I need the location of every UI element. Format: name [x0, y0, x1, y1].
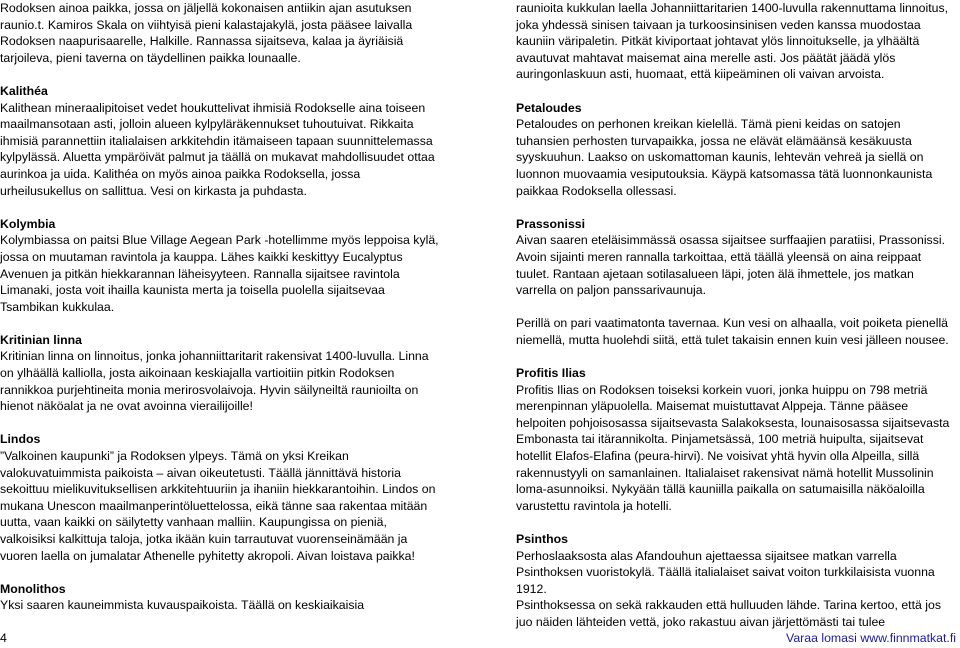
- lindos-section: [0, 431, 440, 564]
- footer-link[interactable]: Varaa lomasi www.finnmatkat.fi: [786, 631, 956, 645]
- left-column: [0, 0, 440, 631]
- petaloudes-heading: Petaloudes: [516, 100, 582, 115]
- lindos-heading: Lindos: [0, 432, 41, 447]
- lindos-text: ”Valkoinen kaupunki” ja Rodoksen ylpeys. Tämä on yksi Kreikan valokuvatuimmista paikoista – aivan oikeutetusti. Täällä jännittävä historia sekoittuu mielikuvituksellisen arkkitehtuuriin ja ihaniin hiekkarantoihin. Lindos on mukana Unescon maailmanperintöluettelossa, eikä tänne saa rakentaa mitään uutta, vaan kaikki on säilytetty vanhaan malliin. Kaupungissa on pieniä, valkoisiksi kalkittuja taloja, jotka ikään kuin tarrautuvat vuorenseinämään ja vuoren laella on jumalatar Athenelle pyhitetty akropoli. Aivan loistava paikka!: [0, 449, 436, 563]
- kritinian-heading: Kritinian linna: [0, 332, 82, 347]
- kalithea-text: Kalithean mineraalipitoiset vedet houkuttelivat ihmisiä Rodokselle aina toiseen maailmansotaan asti, jolloin alueen kylpyläräkennukset tuhoutuivat. Rikkaita ihmisiä parannettiin italialaisen arkkitehdin itämaiseen tapaan suunnittelemassa kylpylässä. Aluetta ympäröivät palmut ja täällä on mukavat mahdollisuudet ottaa aurinkoa ja uida. Kalithéa on myös ainoa paikka Rodoksella, jossa urheilusukellus on sallittua. Vesi on kirkasta ja puhdasta.: [0, 100, 435, 198]
- intro-section: [0, 0, 440, 66]
- intro-text: Rodoksen ainoa paikka, jossa on jäljellä kokonaisen antiikin ajan asutuksen raunio.t. Kamiros Skala on viihtyisä pieni kalastajakylä, josta pääsee laivalla Rodoksen naapurisaarelle, Halkille. Rannassa sijaitseva, kalaa ja äyriäisiä tarjoileva, pieni taverna on täydellinen paikka lounaalle.: [0, 1, 413, 65]
- kolymbia-heading: Kolymbia: [0, 216, 56, 231]
- monolithos-continuation: [516, 0, 956, 83]
- kolymbia-text: Kolymbiassa on paitsi Blue Village Aegean Park -hotellimme myös leppoisa kylä, jossa on muutaman ravintola ja kauppa. Lähes kaikki keskittyy Eucalyptus Avenuen ja pitkän hiekkarannan läheisyyteen. Rannalla sijaitsee ravintola Limanaki, josta voit ihailla kaunista merta ja toisella puolella sijaitsevaa Tsambikan kukkulaa.: [0, 233, 439, 314]
- prassonisi-heading: Prassonissi: [516, 216, 586, 231]
- monolithos-section: [0, 581, 440, 614]
- psinthos-heading: Psinthos: [516, 532, 568, 546]
- petaloudes-section: [516, 100, 956, 200]
- kolymbia-section: [0, 216, 440, 316]
- prassonisi-extra-text: Perillä on pari vaatimatonta tavernaa. Kun vesi on alhaalla, voit poiketa pienellä niemellä, mutta huolehdi siitä, että tulet takaisin ennen kuin vesi jälleen nousee.: [516, 316, 949, 347]
- prassonisi-text: Aivan saaren eteläisimmässä osassa sijaitsee surffaajien paratiisi, Prassonissi. Avoin sijainti meren rannalla tarkoittaa, että täällä yleensä on aina reippaat tuulet. Rantaan ajetaan sotilasalueen läpi, joten älä ihmettele, jos matkan varrella on paljon panssarivaunuja.: [516, 233, 945, 298]
- monolithos-continuation-text: raunioita kukkulan laella Johanniittaritarien 1400-luvulla rakennuttama linnoitus, joka yhdessä sinisen taivaan ja turkoosinsinisen veden kanssa muodostaa kauniin väripaletin. Pitkät kiviportaat johtavat ylös linnoitukselle, ja ylhäältä avautuvat mahtavat maisemat aina merelle asti. Jos päätät jäädä ylös auringonlaskuun asti, huomaat, että kiipeäminen oli vaivan arvoista.: [516, 1, 949, 82]
- kalithea-heading: Kalithéa: [0, 83, 48, 98]
- kritinian-text: Kritinian linna on linnoitus, jonka johanniittaritarit rakensivat 1400-luvulla. Linna on ylhäällä kalliolla, josta aikoinaan keskiajalla vartioitiin pitkin Rodoksen rannikkoa purjehtineita monia merirosvolaivoja. Hyvin säilyneiltä raunioilta on hienot näköalat ja ne ovat avoinna vierailijoille!: [0, 349, 429, 414]
- profitis-heading: Profitis Ilias: [516, 366, 586, 381]
- prassonisi-section: [516, 216, 956, 299]
- kalithea-section: [0, 83, 440, 199]
- petaloudes-text: Petaloudes on perhonen kreikan kielellä. Tämä pieni keidas on satojen tuhansien perhosten turvapaikka, jossa ne elävät elämäänsä kesäkuusta syyskuuhun. Laakso on uskomattoman kaunis, lehtevän vehreä ja siellä on luonnon muovaamia vesiputouksia. Käypä katsomassa tätä luonnonkaunista paikkaa Rodoksella ollessasi.: [516, 117, 933, 198]
- page-number: 4: [0, 631, 7, 645]
- monolithos-heading: Monolithos: [0, 581, 66, 596]
- profitis-section: [516, 365, 956, 514]
- kritinian-section: [0, 332, 440, 415]
- monolithos-text: Yksi saaren kauneimmista kuvauspaikoista. Täällä on keskiaikaisia: [0, 598, 365, 613]
- psinthos-text: Perhoslaaksosta alas Afandouhun ajettaessa sijaitsee matkan varrella Psinthoksen vuoristokylä. Täällä italialaiset saivat voiton turkkilaisista vuonna 1912.: [516, 548, 935, 596]
- psinthos-section: [516, 531, 956, 631]
- prassonisi-extra-section: [516, 315, 956, 348]
- right-column: [516, 0, 956, 647]
- psinthos-extra-text: Psinthoksessa on sekä rakkauden että hulluuden lähde. Tarina kertoo, että jos juo näiden lähteiden vettä, joko rakastuu aivan järjettömästi tai tulee: [516, 598, 941, 629]
- profitis-text: Profitis Ilias on Rodoksen toiseksi korkein vuori, jonka huippu on 798 metriä merenpinnan yläpuolella. Maisemat muistuttavat Alppeja. Tänne pääsee helpoiten pohjoisosassa sijaitsevasta Salakoksesta, lounaisosassa sijaitsevasta Embonasta tai itärannikolta. Pinjametsässä, 100 metriä huipulta, sijaitsevat hotellit Elafos-Elafina (peura-hirvi). Ne voisivat yhtä hyvin olla Alpeilla, sillä rakennustyyli on samanlainen. Italialaiset rakensivat nämä hotellit Mussolinin loma-asunnoiksi. Nykyään tällä kauniilla paikalla on satumaisilla näköaloilla varustettu ravintola ja hotelli.: [516, 382, 950, 513]
